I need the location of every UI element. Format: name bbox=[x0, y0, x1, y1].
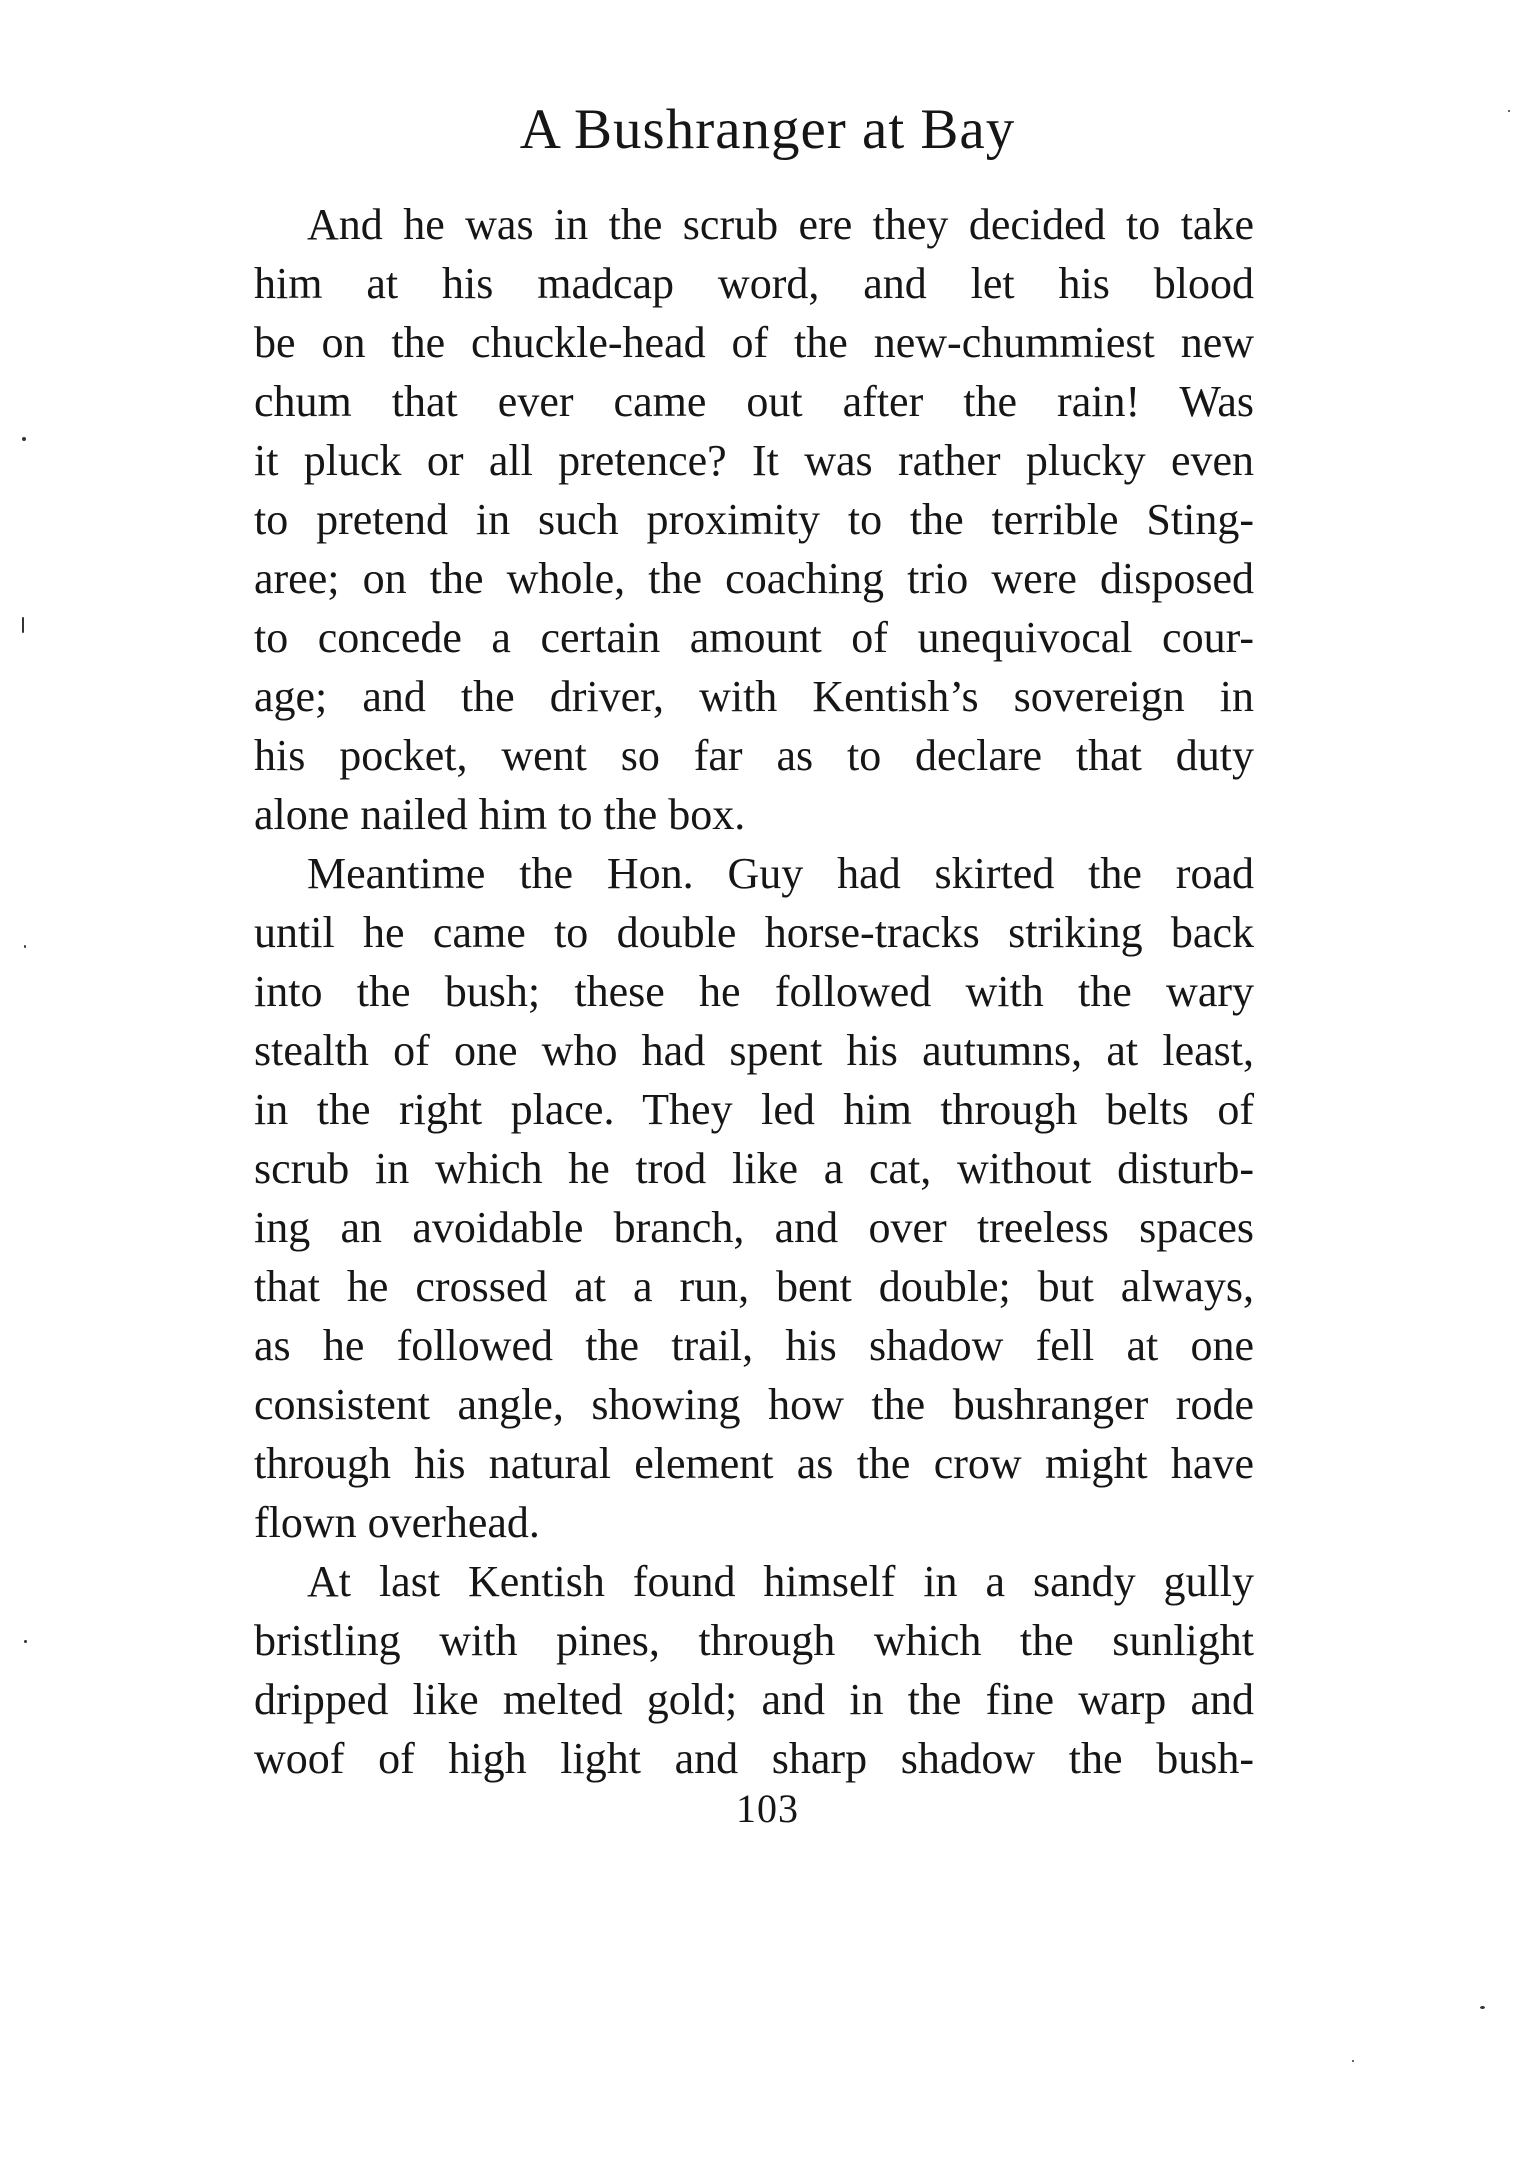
text-line: as he followed the trail, his shadow fell at one bbox=[254, 1321, 1254, 1370]
text-line: to pretend in such proximity to the terrible Sting- bbox=[254, 495, 1254, 544]
text-line: And he was in the scrub ere they decided to take bbox=[307, 200, 1254, 249]
text-line: flown overhead. bbox=[254, 1498, 540, 1547]
text-line: scrub in which he trod like a cat, without disturb- bbox=[254, 1144, 1254, 1193]
text-line: that he crossed at a run, bent double; but always, bbox=[254, 1262, 1254, 1311]
text-line: consistent angle, showing how the bushranger rode bbox=[254, 1380, 1254, 1429]
running-head: A Bushranger at Bay bbox=[519, 98, 1016, 161]
scan-speck bbox=[22, 617, 24, 633]
text-line: stealth of one who had spent his autumns, at least, bbox=[254, 1026, 1254, 1075]
text-line: until he came to double horse-tracks striking back bbox=[254, 908, 1254, 957]
scan-speck bbox=[1480, 2006, 1485, 2009]
text-line: alone nailed him to the box. bbox=[254, 790, 746, 839]
paragraph-1 bbox=[254, 195, 1254, 844]
text-line: Meantime the Hon. Guy had skirted the road bbox=[307, 849, 1254, 898]
text-line: chum that ever came out after the rain! Was bbox=[254, 377, 1254, 426]
text-line: woof of high light and sharp shadow the bush- bbox=[254, 1734, 1254, 1783]
text-line: to concede a certain amount of unequivocal cour- bbox=[254, 613, 1254, 662]
text-line: into the bush; these he followed with the wary bbox=[254, 967, 1254, 1016]
text-line: ing an avoidable branch, and over treeless spaces bbox=[254, 1203, 1254, 1252]
text-line: in the right place. They led him through belts of bbox=[254, 1085, 1254, 1134]
body-text bbox=[254, 195, 1254, 1788]
text-line: aree; on the whole, the coaching trio were disposed bbox=[254, 554, 1254, 603]
text-line: bristling with pines, through which the sunlight bbox=[254, 1616, 1254, 1665]
scan-speck bbox=[1508, 110, 1510, 112]
text-line: him at his madcap word, and let his blood bbox=[254, 259, 1254, 308]
paragraph-3 bbox=[254, 1552, 1254, 1788]
text-line: At last Kentish found himself in a sandy gully bbox=[307, 1557, 1254, 1606]
text-line: his pocket, went so far as to declare that duty bbox=[254, 731, 1254, 780]
paragraph-2 bbox=[254, 844, 1254, 1552]
text-line: through his natural element as the crow might have bbox=[254, 1439, 1254, 1488]
scan-speck bbox=[22, 437, 26, 441]
text-line: it pluck or all pretence? It was rather plucky even bbox=[254, 436, 1254, 485]
scan-speck bbox=[1352, 2060, 1354, 2062]
text-line: be on the chuckle-head of the new-chummiest new bbox=[254, 318, 1254, 367]
scan-speck bbox=[24, 1640, 27, 1643]
page-number: 103 bbox=[736, 1786, 799, 1831]
scan-speck bbox=[24, 945, 26, 948]
text-line: dripped like melted gold; and in the fine warp and bbox=[254, 1675, 1254, 1724]
text-line: age; and the driver, with Kentish’s sovereign in bbox=[254, 672, 1254, 721]
